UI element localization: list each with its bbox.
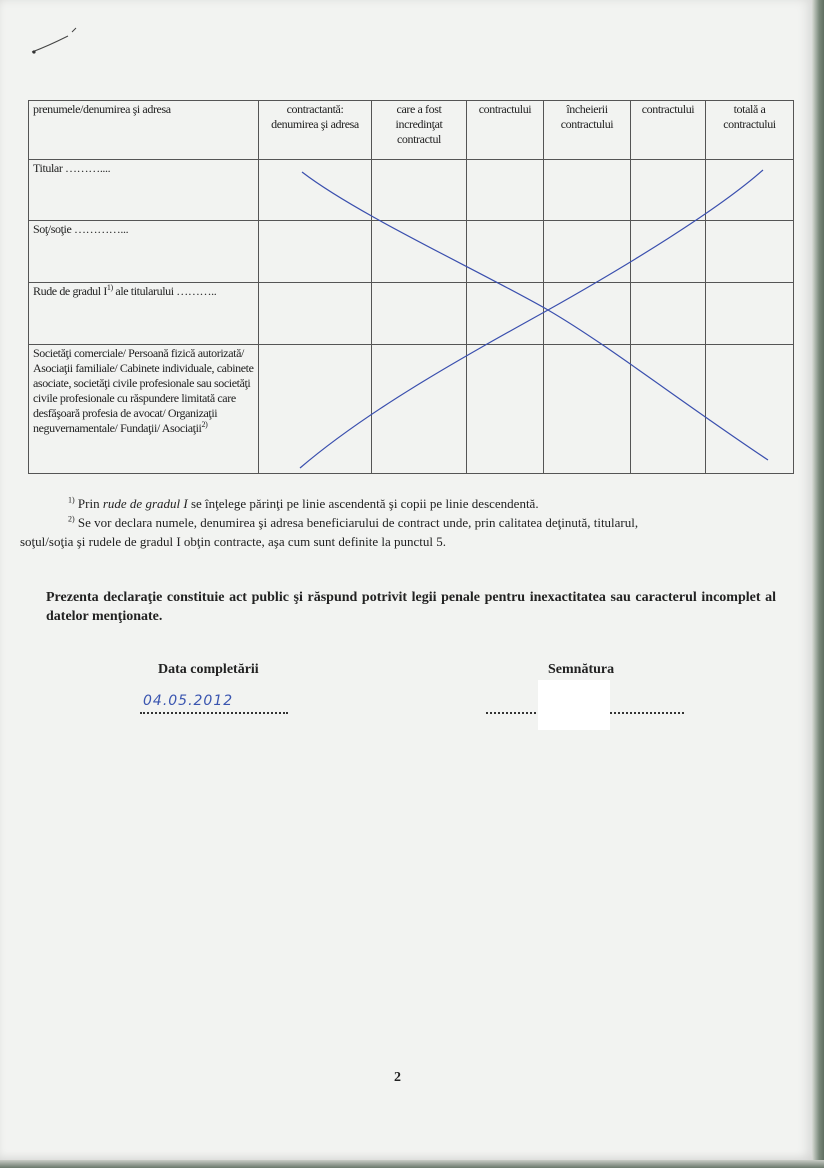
table-cell (259, 282, 372, 344)
table-cell (706, 159, 794, 221)
table-cell (259, 221, 372, 283)
footnote-marker: 2) (68, 514, 75, 524)
scan-edge-right (812, 0, 824, 1168)
header-cell: prenumele/denumirea şi adresa (29, 101, 259, 160)
table-cell (706, 282, 794, 344)
table-cell (544, 159, 631, 221)
footnote-ref: 2) (201, 419, 208, 429)
relatives-label-end: ale titularului ……….. (112, 283, 217, 298)
table-cell (259, 344, 372, 473)
signature-redaction (538, 680, 610, 730)
row-label-titular: Titular ……….... (29, 159, 259, 221)
table-cell (544, 344, 631, 473)
date-label: Data completării (158, 662, 259, 677)
table-cell (631, 221, 706, 283)
contracts-table (28, 100, 794, 474)
table-cell (372, 159, 467, 221)
table-cell (706, 221, 794, 283)
footnote-1 (20, 494, 790, 513)
header-cell: contractantă: denumirea şi adresa (259, 101, 372, 160)
header-cell: încheierii contractului (544, 101, 631, 160)
signature-label: Semnătura (548, 662, 615, 677)
relatives-label-start: Rude de gradul I (33, 283, 107, 298)
footnote-2 (20, 513, 790, 532)
companies-label: Societăţi comerciale/ Persoană fizică autorizată/ Asociaţii familiale/ Cabinete individuale, cabinete asociate, societăţi civile profesionale sau societăţi civile profesionale cu răspundere limitată care desfăşoară profesia de avocat/ Organizaţii neguvernamentale/ Fundaţii/ Asociaţii (33, 345, 254, 435)
footnote-marker: 1) (68, 495, 75, 505)
table-cell (544, 221, 631, 283)
footnote-text: Se vor declara numele, denumirea şi adresa beneficiarului de contract unde, prin calitatea deţinută, titularul, (74, 515, 639, 530)
header-cell: contractului (631, 101, 706, 160)
footnote-text: se înţelege părinţi pe linie ascendentă şi copii pe linie descendentă. (187, 496, 539, 511)
footnote-emphasis: rude de gradul I (102, 496, 188, 511)
table-cell (467, 221, 544, 283)
table-cell (467, 159, 544, 221)
footnote-2-continued: soţul/soţia şi rudele de gradul I obţin contracte, aşa cum sunt definite la punctul 5. (20, 534, 446, 549)
table-cell (467, 344, 544, 473)
table-cell (631, 159, 706, 221)
table-cell (706, 344, 794, 473)
table-row (29, 221, 794, 283)
header-cell: contractului (467, 101, 544, 160)
footnotes (20, 494, 790, 551)
table-row (29, 282, 794, 344)
table-cell (467, 282, 544, 344)
header-cell: totală a contractului (706, 101, 794, 160)
date-handwritten: 04.05.2012 (143, 693, 234, 709)
table-cell (372, 221, 467, 283)
table-cell (631, 344, 706, 473)
table-cell (544, 282, 631, 344)
table-cell (372, 282, 467, 344)
page-number: 2 (394, 1070, 401, 1085)
footnote-ref: 1) (106, 282, 113, 292)
row-label-relatives (29, 282, 259, 344)
table-cell (631, 282, 706, 344)
header-cell: care a fost incredinţat contractul (372, 101, 467, 160)
scan-edge-bottom (0, 1160, 824, 1168)
table-header-row (29, 101, 794, 160)
footnote-text: Prin (74, 496, 103, 511)
row-label-companies (29, 344, 259, 473)
table-cell (372, 344, 467, 473)
declaration-statement: Prezenta declaraţie constituie act public şi răspund potrivit legii penale pentru inexactitatea sau caracterul incomplet al datelor menţionate. (46, 590, 776, 624)
table-row (29, 344, 794, 473)
row-label-spouse: Soţ/soţie …………... (29, 221, 259, 283)
signature-line-right (610, 702, 684, 714)
scan-mark (28, 22, 88, 62)
table-cell (259, 159, 372, 221)
table-row (29, 159, 794, 221)
